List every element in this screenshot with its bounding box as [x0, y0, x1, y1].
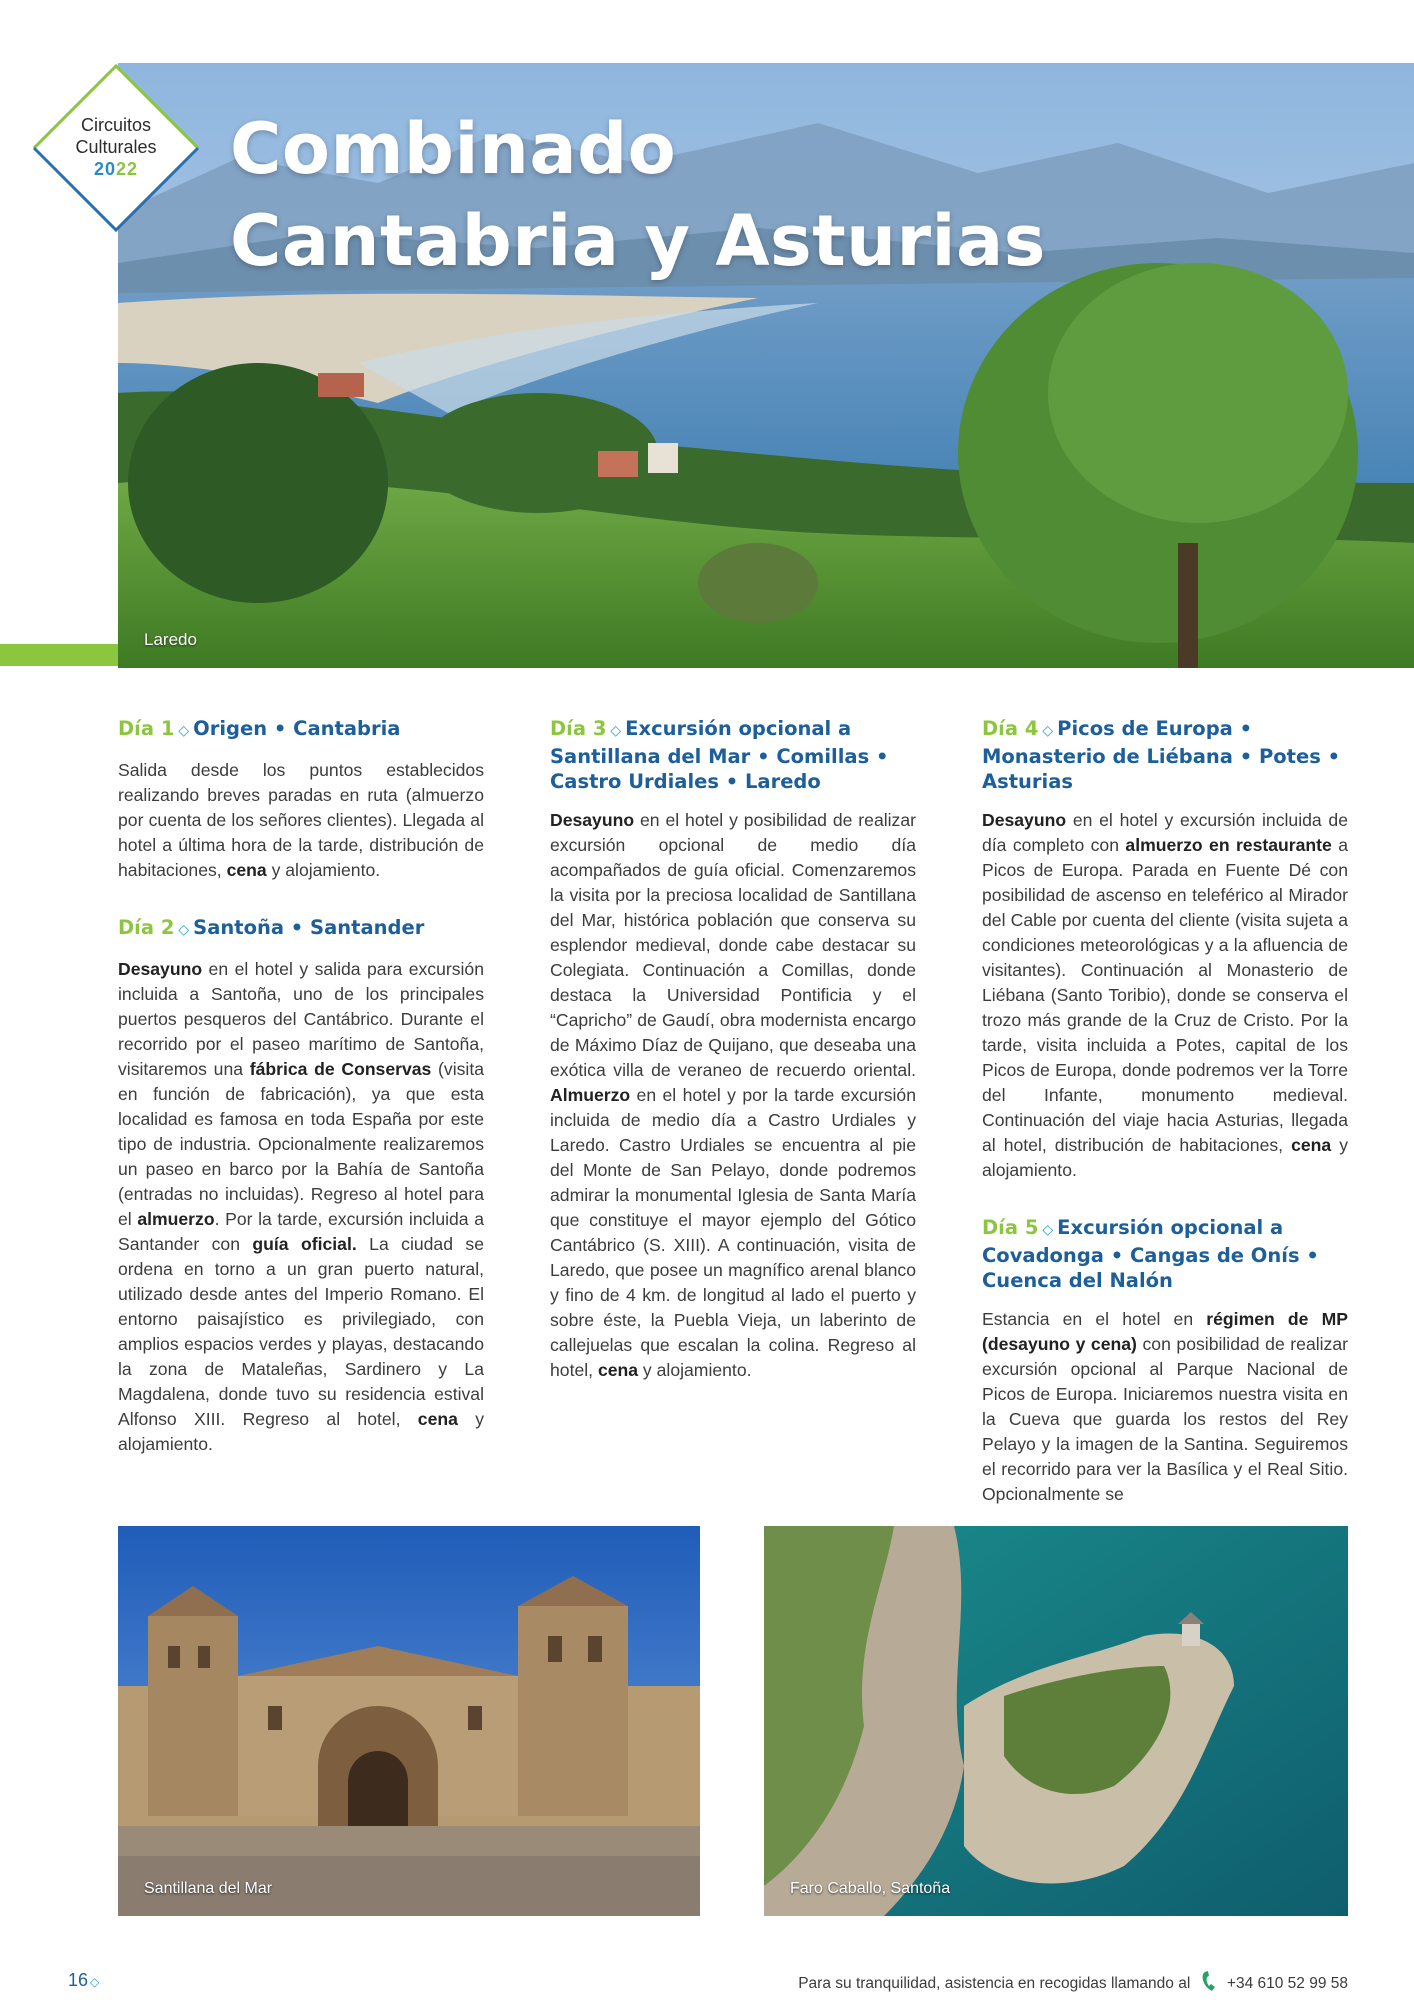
day-2-number: Día 2 [118, 916, 175, 939]
title-line-1: Combinado [230, 108, 677, 190]
day-3-number: Día 3 [550, 717, 607, 740]
day-2-text: Desayuno en el hotel y salida para excursión incluida a Santoña, uno de los principales puertos pesqueros del Cantábrico. Durante el recorrido por el paseo marítimo de Santoña, visitaremos una fábrica de Conservas (visita en función de fabricación), ya que esta localidad es famosa en toda España por este tipo de industria. Opcionalmente realizaremos un paseo en barco por la Bahía de Santoña (entradas no incluidas). Regreso al hotel para el almuerzo. Por la tarde, excursión incluida a Santander con guía oficial. La ciudad se ordena en torno a un gran puerto natural, utilizado desde antes del Imperio Romano. El entorno paisajístico es privilegiado, con amplios espacios verdes y playas, destacando la zona de Mataleñas, Sardinero y La Magdalena, donde tuvo su residencia estival Alfonso XIII. Regreso al hotel, cena y alojamiento. [118, 959, 485, 1454]
day-2-heading [118, 915, 484, 943]
title-line-2: Cantabria y Asturias [230, 200, 1046, 282]
hero-image [118, 63, 1414, 668]
badge-line-2: Culturales [75, 137, 157, 157]
day-5-number: Día 5 [982, 1216, 1039, 1239]
footer-text: Para su tranquilidad, asistencia en recogidas llamando al [798, 1975, 1191, 1992]
day-2-title: Santoña • Santander [193, 916, 425, 939]
day-3-heading [550, 716, 916, 794]
hero-caption: Laredo [144, 630, 197, 649]
santillana-church-photo [118, 1526, 700, 1916]
day-1-title: Origen • Cantabria [193, 717, 401, 740]
photo-1-caption: Santillana del Mar [144, 1880, 273, 1897]
day-4-number: Día 4 [982, 717, 1039, 740]
page-title [230, 103, 1046, 287]
day-5-title: Excursión opcional a Covadonga • Cangas de Onís • Cuenca del Nalón [982, 1216, 1319, 1292]
diamond-icon: ◇ [1042, 723, 1054, 739]
day-1-heading [118, 716, 484, 744]
day-4-title: Picos de Europa • Monasterio de Liébana • Potes • Asturias [982, 717, 1341, 793]
day-1-number: Día 1 [118, 717, 175, 740]
column-2 [550, 716, 916, 1415]
day-1-text: Salida desde los puntos establecidos realizando breves paradas en ruta (almuerzo por cuenta de los señores clientes). Llegada al hotel a última hora de la tarde, distribución de habitaciones, cena y alojamiento. [118, 760, 484, 880]
badge-year-a: 20 [93, 159, 116, 179]
photo-faro-caballo [764, 1526, 1348, 1916]
day-3-title: Excursión opcional a Santillana del Mar • Comillas • Castro Urdiales • Laredo [550, 717, 889, 793]
footer-assistance [798, 1970, 1348, 1993]
day-3-text: Desayuno en el hotel y posibilidad de realizar excursión opcional de medio día acompañados de guía oficial. Comenzaremos la visita por la preciosa localidad de Santillana del Mar, histórica población que conserva su esplendor medieval, donde cabe destacar su Colegiata. Continuación a Comillas, donde destaca la Universidad Pontificia y el “Capricho” de Gaudí, obra modernista encargo de Máximo Díaz de Quijano, que deseaba una exótica villa de veraneo de recuerdo oriental. Almuerzo en el hotel y por la tarde excursión incluida de medio día a Castro Urdiales y Laredo. Castro Urdiales se encuentra al pie del Monte de San Pelayo, donde podremos admirar la monumental Iglesia de Santa María que constituye el mayor ejemplo del Gótico Cantábrico (S. XIII). A continuación, visita de Laredo, que posee un magnífico arenal blanco y fino de 4 km. de longitud al lado el puerto y sobre éste, la Puebla Vieja, un laberinto de callejuelas que escalan la colina. Regreso al hotel, cena y alojamiento. [550, 810, 916, 1380]
diamond-icon: ◇ [178, 723, 190, 739]
badge-year-b: 22 [116, 159, 139, 179]
phone-icon [1201, 1970, 1217, 1992]
day-4-text: Desayuno en el hotel y excursión incluida de día completo con almuerzo en restaurante a Picos de Europa. Parada en Fuente Dé con posibilidad de ascenso en teleférico al Mirador del Cable por cuenta del cliente (visita sujeta a condiciones meteorológicas y a la afluencia de visitantes). Continuación al Monasterio de Liébana (Santo Toribio), donde se conserva el trozo más grande de la Cruz de Cristo. Por la tarde, visita incluida a Potes, capital de los Picos de Europa, donde podremos ver la Torre del Infante, monumento medieval. Continuación del viaje hacia Asturias, llegada al hotel, distribución de habitaciones, cena y alojamiento. [982, 810, 1349, 1180]
column-3 [982, 716, 1348, 1539]
day-4-heading [982, 716, 1348, 794]
diamond-icon: ◇ [178, 922, 190, 938]
accent-bar [0, 644, 118, 666]
page-number [68, 1970, 99, 1991]
faro-caballo-photo [764, 1526, 1348, 1916]
page-number-value: 16 [68, 1970, 89, 1990]
day-5-text: Estancia en el hotel en régimen de MP (desayuno y cena) con posibilidad de realizar excursión opcional al Parque Nacional de Picos de Europa. Iniciaremos nuestra visita en la Cueva que guarda los restos del Rey Pelayo y la imagen de la Santina. Seguiremos el recorrido para ver la Basílica y el Real Sitio. Opcionalmente se [982, 1309, 1348, 1504]
diamond-icon: ◇ [1042, 1222, 1054, 1238]
photo-2-caption: Faro Caballo, Santoña [790, 1880, 951, 1897]
day-5-heading [982, 1215, 1348, 1293]
badge-year [31, 158, 201, 180]
column-1 [118, 716, 484, 1489]
photo-santillana [118, 1526, 700, 1916]
footer-phone-number: +34 610 52 99 58 [1226, 1975, 1348, 1992]
diamond-icon: ◇ [90, 1975, 100, 1989]
badge-line-1: Circuitos [80, 115, 151, 135]
badge-label [31, 114, 201, 180]
diamond-icon: ◇ [610, 723, 622, 739]
